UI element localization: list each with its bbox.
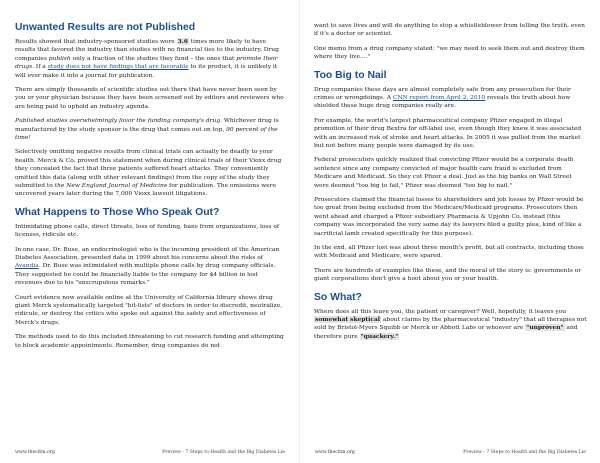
text: reveals the truth about how shielded these huge drug companies really are.: [314, 94, 571, 110]
text: Whichever drug is manufactured by the study sponsor is the drug that comes out on top,: [15, 118, 279, 133]
paragraph-where-does-this-leave: [314, 308, 588, 342]
footer-title: Preview - 7 Steps to Health and the Big Diabetes Lie: [463, 450, 586, 455]
paragraph-dr-buse: [15, 246, 285, 288]
italic-text: the New England Journal of Medicine: [54, 183, 168, 190]
text: to its product, it is unlikely it will ever make it into a journal for publication.: [15, 64, 278, 79]
heading-so-what: So What?: [314, 291, 362, 303]
footer: [15, 450, 285, 455]
text: Selectively omitting negative results from clinical trials can actually be deadly to your health. Merck & Co. proved this statement when during clinical trials of their Vioxx drug they concealed the fact that three patients suffered heart attacks. They conveniently omitted this data (along with other relevant findings) from the copy of the study they submitted to: [15, 149, 282, 190]
italic-text: Published studies overwhelmingly favor the funding company's drug.: [15, 118, 222, 125]
text: Results showed that industry-sponsored studies were: [15, 38, 177, 45]
text: for publication. The omissions were uncovered years later during the 7,000 Vioxx lawsuit litigations.: [15, 183, 276, 198]
paragraph-federal-prosecutors: Federal prosecutors quickly realized that convicting Pfizer would be a corporate death sentence since any company convicted of major health care fraud is excluded from Medicare and Medicaid. So they cut Pfizer a deal. Just as the big banks on Wall Street were deemed "too big to fail," Pfizer was deemed "too big to nail.": [314, 157, 574, 189]
text: only a fraction of the studies they fund – the ones that: [70, 55, 237, 62]
highlight-number: 3.6: [177, 37, 188, 45]
text: In one case, Dr. Buse, an endocrinologist who is the incoming president of the American Diabetes Association, presented data in 1999 about his concerns about the risks of: [15, 246, 280, 262]
cnn-report-link[interactable]: CNN report from April 2, 2010: [392, 94, 486, 101]
paragraph-results: [15, 38, 285, 80]
highlight-text: "quackery.": [360, 332, 399, 340]
paragraph-prosecutors-claimed: Prosecutors claimed the financial losses to shareholders and job losses by Pfizer would be too great from being excluded from the Medicare/Medicaid programs. Prosecutors then went ahead and charged a Pfizer subsidiary Pharmacia & Upjohn Co. instead (this company was incorporated the very same day its lawyers filed a guilty plea, kind of like a sacrificial lamb created specifically for this purpose).: [314, 197, 584, 237]
highlight-text: "unproven": [526, 324, 564, 332]
heading-unwanted-results: Unwanted Results are not Published: [15, 22, 196, 33]
italic-text: promote their drugs: [15, 55, 278, 71]
paragraph-safe-from-prosecution: [314, 86, 588, 111]
heading-too-big-to-nail: Too Big to Nail: [314, 69, 387, 81]
text: times more likely to have results that favored the industry than studies with no financial ties to the industry. Drug companies: [15, 38, 279, 62]
study-findings-link[interactable]: study does not have findings that are favorable: [47, 64, 189, 71]
text: about claims by the pharmaceutical "industry" that all therapies not sold by Bristol-Myers Squibb or Merck or Abbott Labs or whoever are: [314, 317, 587, 332]
italic-text: publish: [48, 55, 71, 62]
paragraph-pfizer-bextra: For example, the world's largest pharmaceutical company Pfizer engaged in illegal promotion of their drug Bextra for off-label use, even though they knew it was associated with an increased risk of stroke and heart attacks. In 2005 it was pulled from the market but not before many people were damaged by its use.: [314, 117, 582, 150]
avandia-link[interactable]: Avandia: [15, 263, 39, 270]
text: and therefore pure: [314, 325, 578, 340]
paragraph-court-evidence: Court evidence now available online at the University of California library shows drug giant Merck systematically targeted "hit-lists" of doctors in order to discredit, neutralize, ridicule, or destroy the critics who spoke out against the safety and effectiveness of Merck's drugs.: [15, 294, 283, 326]
heading-speak-out: What Happens to Those Who Speak Out?: [15, 206, 220, 218]
text: . If a: [32, 64, 48, 71]
paragraph-vioxx: [15, 148, 285, 198]
highlight-text: somewhat skeptical: [315, 316, 381, 324]
italic-text: 90 percent of the time!: [15, 126, 278, 142]
paragraph-memo: One memo from a drug company stated: "we may need to seek them out and destroy them where they live….": [314, 45, 585, 61]
paragraph-moral: There are hundreds of examples like these, and the moral of the story is: governments or giant corporations don't give a hoot about you or your health.: [314, 267, 582, 283]
paragraph-published-studies: [15, 117, 285, 142]
paragraph-methods: The methods used to do this included threatening to cut research funding and attempting to block academic appointments. Remember, drug companies do not: [15, 334, 284, 349]
footer: [315, 450, 586, 455]
text: Drug companies these days are almost completely safe from any prosecution for their crimes or wrongdoings. A: [314, 86, 571, 101]
paragraph-whistleblower: want to save lives and will do anything to stop a whistleblower from telling the truth, even if it's a doctor or scientist.: [314, 23, 585, 38]
text: Where does all this leave you, the patient or caregiver? Well, hopefully, it leaves you: [314, 308, 567, 315]
paragraph-thousands: There are simply thousands of scientific studies out there that have never been seen by you or your physician because they have been screened out by editors and reviewers who are being paid to uphold an industry agenda.: [15, 86, 284, 110]
footer-title: Preview - 7 Steps to Health and the Big Diabetes Lie: [162, 450, 285, 455]
paragraph-intimidation: Intimidating phone calls, direct threats, loss of funding, bans from organizations, loss of licenses, ridicule etc.: [15, 223, 280, 239]
footer-url: www.thecitm.org: [315, 450, 355, 455]
text: . Dr. Buse was intimidated with multiple phone calls by drug company officials. They suggested he could be financially liable to the company for $4 billion in lost revenues due to his "unscrupulous remarks.": [15, 263, 276, 287]
right-page: [300, 0, 600, 463]
paragraph-in-the-end: In the end, all Pfizer lost was about three month's profit, but all contracts, including those with Medicaid and Medicare, were spared.: [314, 245, 584, 260]
footer-url: www.thecitm.org: [15, 450, 55, 455]
